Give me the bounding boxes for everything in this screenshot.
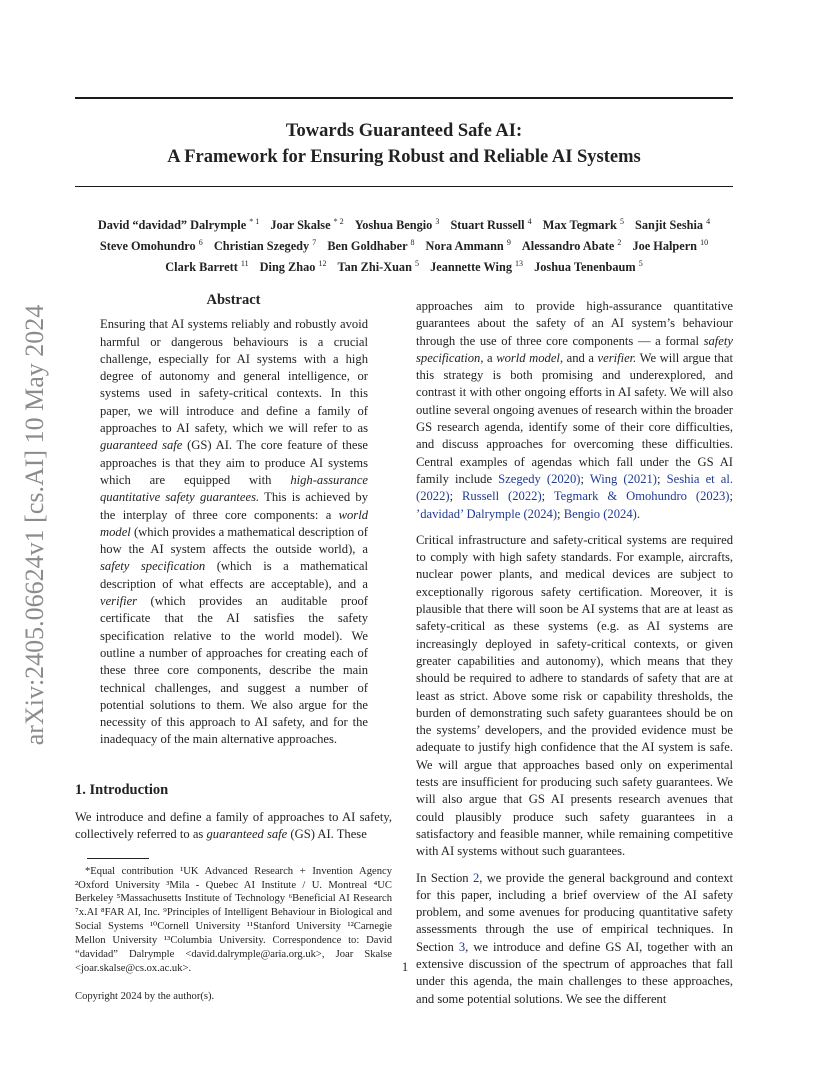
citation-link[interactable]: Seshia et al. (2022) bbox=[416, 471, 734, 504]
citation-link[interactable]: Szegedy (2020) bbox=[498, 471, 581, 486]
page-number: 1 bbox=[401, 960, 409, 974]
title-bottom-rule bbox=[75, 186, 733, 187]
author-name: Jeannette Wing $^{13}$ bbox=[430, 259, 524, 275]
citation-link[interactable]: Tegmark & Omohundro (2023) bbox=[553, 489, 730, 504]
citation-link[interactable]: Wing (2021) bbox=[589, 471, 658, 486]
citation-link[interactable]: Bengio (2024) bbox=[563, 506, 637, 521]
affiliations-footnote: *Equal contribution ¹UK Advanced Research + Invention Agency ²Oxford University ³Mila - Quebec AI Institute / U. Montreal ⁴UC Berkeley ⁵Massachusetts Institute of Technology ⁶Beneficial AI Research ⁷x.AI ⁸FAR AI, Inc. ⁹Principles of Intelligent Behaviour in Biological and Social Systems ¹⁰Cornell University ¹¹Stanford University ¹²Carnegie Mellon University ¹³Columbia University. Correspondence to: David “davidad” Dalrymple <david.dalrymple@aria.org.uk>, Joar Skalse <joar.skalse@cs.ox.ac.uk>. bbox=[75, 865, 392, 974]
paper-title bbox=[75, 118, 733, 170]
citation-link[interactable]: Russell (2022) bbox=[462, 489, 542, 504]
author-name: Ding Zhao $^{12}$ bbox=[259, 259, 327, 275]
author-name: Christian Szegedy $^7$ bbox=[213, 238, 317, 254]
right-paragraph-2: Critical infrastructure and safety-critical systems are required to comply with high safety standards. For example, aircrafts, nuclear power plants, and medical devices are subject to exceptionally rigorous safety certification. Moreover, it is plausible that there will soon be AI systems that are at least as safety-critical as these systems (e.g. as AI systems are increasingly deployed in safety-critical contexts, or given greater capabilities and autonomy), which means that they should be required to adhere to standards of safety that are at least as strict. Above some risk or capability thresholds, the burden of demonstrating such safety guarantees should be on the systems’ developers, and the provided evidence must be adequate to justify high confidence that the AI system is safe. We will argue that approaches based only on experimental tests are insufficient for producing such safety guarantees. We will also argue that GS AI presents research avenues that could plausibly produce such safety guarantees in a satisfactory and feasible manner, while remaining competitive with AI systems without such guarantees. bbox=[416, 532, 733, 859]
section-ref-link[interactable]: 2 bbox=[472, 870, 480, 885]
right-paragraph-1: approaches aim to provide high-assurance quantitative guarantees about the safety of an AI system’s behaviour through the use of three core components — a formal safety specification, a world model, and a verifier. We will argue that this strategy is both promising and underexplored, and contrast it with other ongoing efforts in AI safety. We will also outline several ongoing avenues of research within the broader GS research agenda, identify some of their core difficulties, and discuss approaches for overcoming these difficulties. Central examples of agendas which fall under the GS AI family include Szegedy (2020); Wing (2021); Seshia et al. (2022); Russell (2022); Tegmark & Omohundro (2023); ’davidad’ Dalrymple (2024); Bengio (2024). bbox=[416, 299, 734, 521]
top-rule bbox=[75, 97, 733, 99]
abstract-heading: Abstract bbox=[206, 292, 261, 308]
arxiv-stamp bbox=[22, 287, 48, 762]
section-ref-link[interactable]: 3 bbox=[458, 939, 466, 954]
author-name: Yoshua Bengio $^3$ bbox=[354, 217, 440, 233]
title-line-2: A Framework for Ensuring Robust and Reliable AI Systems bbox=[167, 147, 641, 167]
author-name: Stuart Russell $^4$ bbox=[450, 217, 532, 233]
left-column bbox=[75, 292, 392, 1004]
arxiv-id: arXiv:2405.06624v1 [cs.AI] 10 May 2024 bbox=[20, 304, 49, 745]
author-name: Joe Halpern $^{10}$ bbox=[632, 238, 709, 254]
intro-paragraph: We introduce and define a family of approaches to AI safety, collectively referred to as guaranteed safe (GS) AI. These bbox=[75, 810, 392, 842]
abstract-body: Ensuring that AI systems reliably and robustly avoid harmful or dangerous behaviours is a crucial challenge, especially for AI systems with a high degree of autonomy and general intelligence, or systems used in safety-critical contexts. In this paper, we will introduce and define a family of approaches to AI safety, which we will refer to as guaranteed safe (GS) AI. The core feature of these approaches is that they aim to produce AI systems which are equipped with high-assurance quantitative safety guarantees. This is achieved by the interplay of three core components: a world model (which provides a mathematical description of how the AI system affects the outside world), a safety specification (which is a mathematical description of what effects are acceptable), and a verifier (which provides an auditable proof certificate that the AI satisfies the safety specification relative to the world model). We outline a number of approaches for creating each of these three core components, describe the main technical challenges, and suggest a number of potential solutions to them. We also argue for the necessity of this approach to AI safety, and for the inadequacy of the main alternative approaches. bbox=[100, 317, 369, 747]
author-name: Nora Ammann $^9$ bbox=[425, 238, 511, 254]
author-name: David “davidad” Dalrymple $^{* 1}$ bbox=[97, 217, 260, 233]
right-paragraph-3: In Section 2, we provide the general background and context for this paper, including a brief overview of the AI safety problem, and some avenues for producing quantitative safety assessments through the use of empirical techniques. In Section 3, we introduce and define GS AI, together with an extensive discussion of the spectrum of approaches that fall under this agenda, the main challenges to these approaches, and some potential solutions. We see the different bbox=[416, 870, 733, 1006]
author-list bbox=[75, 213, 733, 276]
citation-link[interactable]: ’davidad’ Dalrymple (2024) bbox=[416, 506, 558, 521]
author-name: Joar Skalse $^{* 2}$ bbox=[270, 217, 344, 233]
author-name: Joshua Tenenbaum $^5$ bbox=[534, 259, 643, 275]
author-name: Clark Barrett $^{11}$ bbox=[165, 259, 249, 275]
author-name: Steve Omohundro $^6$ bbox=[99, 238, 203, 254]
copyright-notice: Copyright 2024 by the author(s). bbox=[75, 990, 215, 1002]
author-name: Ben Goldhaber $^8$ bbox=[327, 238, 415, 254]
author-name: Tan Zhi-Xuan $^5$ bbox=[337, 259, 420, 275]
footnote-rule bbox=[87, 858, 149, 859]
right-column bbox=[416, 298, 733, 1017]
author-name: Max Tegmark $^5$ bbox=[542, 217, 624, 233]
title-line-1: Towards Guaranteed Safe AI: bbox=[285, 121, 523, 141]
author-name: Alessandro Abate $^2$ bbox=[521, 238, 622, 254]
author-name: Sanjit Seshia $^4$ bbox=[635, 217, 711, 233]
introduction-heading: 1. Introduction bbox=[75, 781, 169, 798]
